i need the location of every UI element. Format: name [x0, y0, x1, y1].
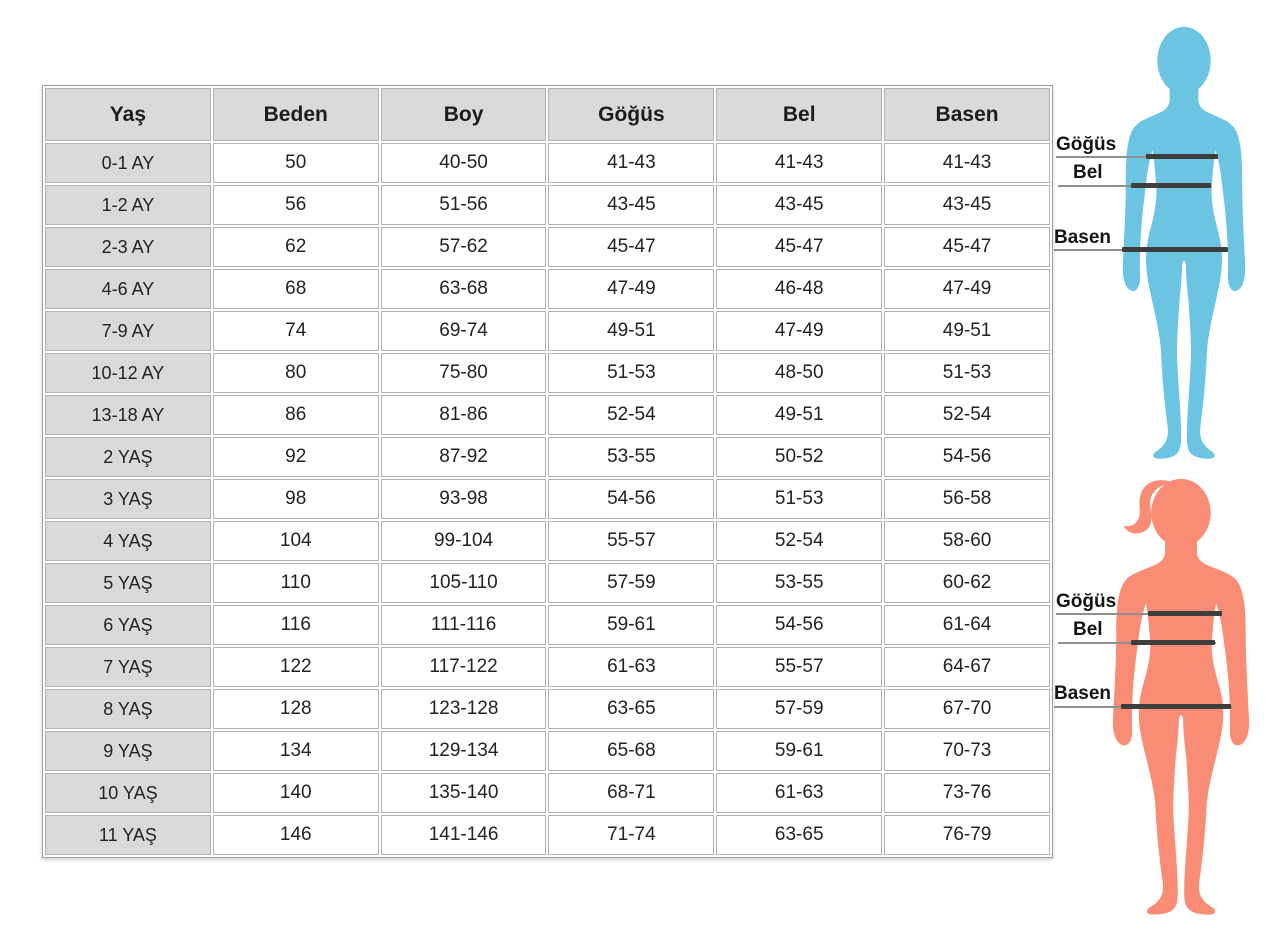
size-table [42, 85, 1053, 858]
data-cell: 53-55 [548, 437, 714, 477]
data-cell: 69-74 [381, 311, 547, 351]
data-cell: 117-122 [381, 647, 547, 687]
table-row [45, 815, 1050, 855]
size-table-header [45, 88, 1050, 141]
baby-chest-measure-line [1146, 154, 1218, 159]
column-header-chest: Göğüs [548, 88, 714, 141]
data-cell: 41-43 [716, 143, 882, 183]
table-row [45, 773, 1050, 813]
row-age-cell: 13-18 AY [45, 395, 211, 435]
row-age-cell: 2-3 AY [45, 227, 211, 267]
data-cell: 81-86 [381, 395, 547, 435]
data-cell: 98 [213, 479, 379, 519]
girl-body [1113, 534, 1249, 914]
data-cell: 129-134 [381, 731, 547, 771]
girl-chest-measure-line [1148, 611, 1222, 616]
table-row [45, 269, 1050, 309]
data-cell: 45-47 [548, 227, 714, 267]
data-cell: 68 [213, 269, 379, 309]
row-age-cell: 2 YAŞ [45, 437, 211, 477]
data-cell: 76-79 [884, 815, 1050, 855]
data-cell: 105-110 [381, 563, 547, 603]
data-cell: 46-48 [716, 269, 882, 309]
data-cell: 56 [213, 185, 379, 225]
table-row [45, 143, 1050, 183]
table-row [45, 731, 1050, 771]
data-cell: 92 [213, 437, 379, 477]
table-row [45, 605, 1050, 645]
data-cell: 51-53 [716, 479, 882, 519]
baby-chest-label: Göğüs [1056, 134, 1117, 155]
data-cell: 61-64 [884, 605, 1050, 645]
data-cell: 80 [213, 353, 379, 393]
data-cell: 86 [213, 395, 379, 435]
table-row [45, 311, 1050, 351]
row-age-cell: 6 YAŞ [45, 605, 211, 645]
table-row [45, 563, 1050, 603]
table-row [45, 437, 1050, 477]
data-cell: 57-62 [381, 227, 547, 267]
data-cell: 52-54 [884, 395, 1050, 435]
data-cell: 51-53 [548, 353, 714, 393]
baby-hip-measure-line [1122, 247, 1228, 252]
data-cell: 134 [213, 731, 379, 771]
data-cell: 71-74 [548, 815, 714, 855]
data-cell: 73-76 [884, 773, 1050, 813]
baby-waist-measure-line [1131, 183, 1211, 188]
table-row [45, 227, 1050, 267]
data-cell: 123-128 [381, 689, 547, 729]
data-cell: 58-60 [884, 521, 1050, 561]
data-cell: 141-146 [381, 815, 547, 855]
girl-waist-measure-line [1131, 640, 1215, 645]
data-cell: 50 [213, 143, 379, 183]
table-row [45, 521, 1050, 561]
data-cell: 54-56 [716, 605, 882, 645]
data-cell: 116 [213, 605, 379, 645]
row-age-cell: 8 YAŞ [45, 689, 211, 729]
data-cell: 40-50 [381, 143, 547, 183]
data-cell: 68-71 [548, 773, 714, 813]
data-cell: 59-61 [716, 731, 882, 771]
data-cell: 64-67 [884, 647, 1050, 687]
data-cell: 87-92 [381, 437, 547, 477]
table-row [45, 185, 1050, 225]
row-age-cell: 5 YAŞ [45, 563, 211, 603]
data-cell: 51-53 [884, 353, 1050, 393]
row-age-cell: 10 YAŞ [45, 773, 211, 813]
data-cell: 65-68 [548, 731, 714, 771]
data-cell: 59-61 [548, 605, 714, 645]
data-cell: 57-59 [716, 689, 882, 729]
data-cell: 43-45 [716, 185, 882, 225]
data-cell: 128 [213, 689, 379, 729]
data-cell: 49-51 [884, 311, 1050, 351]
table-row [45, 353, 1050, 393]
data-cell: 93-98 [381, 479, 547, 519]
data-cell: 49-51 [548, 311, 714, 351]
data-cell: 56-58 [884, 479, 1050, 519]
girl-chest-label: Göğüs [1056, 591, 1117, 612]
column-header-age: Yaş [45, 88, 211, 141]
girl-waist-label: Bel [1073, 619, 1103, 640]
data-cell: 57-59 [548, 563, 714, 603]
row-age-cell: 3 YAŞ [45, 479, 211, 519]
data-cell: 67-70 [884, 689, 1050, 729]
data-cell: 52-54 [716, 521, 882, 561]
baby-hip-label: Basen [1054, 227, 1112, 248]
data-cell: 55-57 [548, 521, 714, 561]
data-cell: 47-49 [884, 269, 1050, 309]
girl-hip-measure-line [1121, 704, 1231, 709]
data-cell: 63-65 [548, 689, 714, 729]
table-row [45, 689, 1050, 729]
row-age-cell: 0-1 AY [45, 143, 211, 183]
data-cell: 61-63 [716, 773, 882, 813]
data-cell: 135-140 [381, 773, 547, 813]
column-header-hip: Basen [884, 88, 1050, 141]
data-cell: 41-43 [884, 143, 1050, 183]
data-cell: 146 [213, 815, 379, 855]
column-header-size: Beden [213, 88, 379, 141]
column-header-waist: Bel [716, 88, 882, 141]
data-cell: 70-73 [884, 731, 1050, 771]
row-age-cell: 7 YAŞ [45, 647, 211, 687]
data-cell: 74 [213, 311, 379, 351]
data-cell: 111-116 [381, 605, 547, 645]
table-row [45, 395, 1050, 435]
data-cell: 60-62 [884, 563, 1050, 603]
size-table-body [45, 143, 1050, 855]
data-cell: 51-56 [381, 185, 547, 225]
data-cell: 48-50 [716, 353, 882, 393]
data-cell: 45-47 [716, 227, 882, 267]
data-cell: 63-68 [381, 269, 547, 309]
data-cell: 45-47 [884, 227, 1050, 267]
baby-waist-label: Bel [1073, 162, 1103, 183]
header-row [45, 88, 1050, 141]
row-age-cell: 10-12 AY [45, 353, 211, 393]
data-cell: 99-104 [381, 521, 547, 561]
data-cell: 54-56 [548, 479, 714, 519]
data-cell: 52-54 [548, 395, 714, 435]
data-cell: 55-57 [716, 647, 882, 687]
data-cell: 61-63 [548, 647, 714, 687]
row-age-cell: 9 YAŞ [45, 731, 211, 771]
column-header-height: Boy [381, 88, 547, 141]
table-row [45, 479, 1050, 519]
data-cell: 104 [213, 521, 379, 561]
data-cell: 122 [213, 647, 379, 687]
data-cell: 63-65 [716, 815, 882, 855]
data-cell: 50-52 [716, 437, 882, 477]
data-cell: 140 [213, 773, 379, 813]
data-cell: 53-55 [716, 563, 882, 603]
row-age-cell: 11 YAŞ [45, 815, 211, 855]
girl-hip-label: Basen [1054, 683, 1112, 704]
row-age-cell: 7-9 AY [45, 311, 211, 351]
data-cell: 47-49 [716, 311, 882, 351]
data-cell: 43-45 [884, 185, 1050, 225]
data-cell: 110 [213, 563, 379, 603]
row-age-cell: 4-6 AY [45, 269, 211, 309]
data-cell: 41-43 [548, 143, 714, 183]
data-cell: 49-51 [716, 395, 882, 435]
data-cell: 47-49 [548, 269, 714, 309]
row-age-cell: 4 YAŞ [45, 521, 211, 561]
data-cell: 62 [213, 227, 379, 267]
row-age-cell: 1-2 AY [45, 185, 211, 225]
baby-body [1123, 82, 1245, 459]
data-cell: 43-45 [548, 185, 714, 225]
table-row [45, 647, 1050, 687]
data-cell: 75-80 [381, 353, 547, 393]
data-cell: 54-56 [884, 437, 1050, 477]
